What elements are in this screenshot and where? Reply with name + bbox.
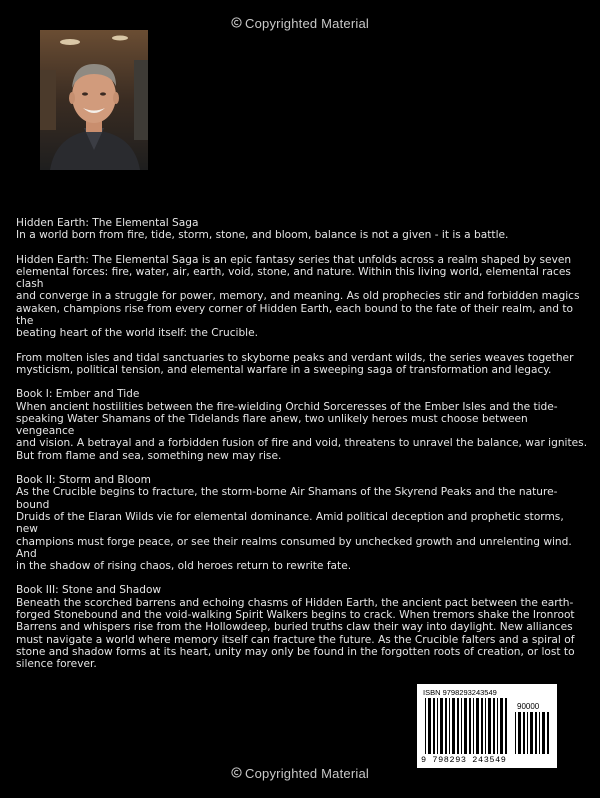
barcode-bar bbox=[433, 698, 435, 754]
barcode-bar bbox=[445, 698, 447, 754]
book-1-line: But from flame and sea, something new may rise. bbox=[16, 449, 282, 462]
barcode-bar bbox=[425, 698, 426, 754]
book-1-line: speaking Water Shamans of the Tidelands flare anew, two unlikely heroes must choose between vengeance bbox=[16, 412, 528, 438]
book-1-line: and vision. A betrayal and a forbidden fusion of fire and void, threatens to unravel the balance, war ignites. bbox=[16, 437, 588, 450]
book-3-line: stone and shadow forms at its heart, unity may only be found in the forgotten roots of creation, or lost to bbox=[16, 645, 575, 658]
series-title: Hidden Earth: The Elemental Saga bbox=[16, 217, 199, 229]
summary-line: mysticism, political tension, and elemental warfare in a sweeping saga of transformation and legacy. bbox=[16, 363, 552, 376]
barcode-bar bbox=[488, 698, 491, 754]
barcode-bar bbox=[437, 698, 438, 754]
intro-line: Hidden Earth: The Elemental Saga is an epic fantasy series that unfolds across a realm shaped by seven bbox=[16, 253, 572, 266]
isbn-barcode bbox=[417, 684, 557, 768]
barcode-bar bbox=[473, 698, 474, 754]
barcode-bar bbox=[428, 698, 431, 754]
book-3-line: Barrens and whispers rise from the Hollowdeep, buried truths claw their way into daylight. New alliances bbox=[16, 621, 573, 634]
barcode-bar bbox=[485, 698, 486, 754]
barcode-digits: 9 798293 243549 bbox=[421, 755, 507, 765]
book-1-section bbox=[16, 388, 588, 462]
copyright-icon bbox=[231, 16, 242, 31]
intro-line: and converge in a struggle for power, memory, and meaning. As old prophecies stir and forbidden magics bbox=[16, 290, 580, 303]
book-2-title: Book II: Storm and Bloom bbox=[16, 474, 151, 487]
barcode-bar bbox=[547, 712, 549, 754]
barcode-bar bbox=[542, 712, 545, 754]
book-2-line: As the Crucible begins to fracture, the storm-borne Air Shamans of the Skyrend Peaks and the nature-bound bbox=[16, 486, 558, 511]
book-3-line: Beneath the scorched barrens and echoing chasms of Hidden Earth, the ancient pact between the earth- bbox=[16, 596, 574, 609]
book-3-section bbox=[16, 584, 588, 670]
barcode-bar bbox=[464, 698, 467, 754]
intro-line: beating heart of the world itself: the Crucible. bbox=[16, 327, 259, 340]
barcode-bar bbox=[527, 712, 528, 754]
book-1-title: Book I: Ember and Tide bbox=[16, 388, 140, 401]
barcode-bar bbox=[476, 698, 479, 754]
barcode-bar bbox=[523, 712, 525, 754]
book-2-line: Druids of the Elaran Wilds vie for elemental dominance. Amid political deception and prophetic storms, new bbox=[16, 510, 564, 536]
book-3-line: silence forever. bbox=[16, 658, 97, 671]
barcode-bar bbox=[518, 712, 521, 754]
watermark-top bbox=[0, 16, 600, 31]
book-2-line: in the shadow of rising chaos, old heroes return to rewrite fate. bbox=[16, 560, 352, 573]
barcode-bar bbox=[469, 698, 471, 754]
barcode-bar bbox=[493, 698, 495, 754]
barcode-bars-addon bbox=[515, 712, 549, 754]
barcode-bar bbox=[457, 698, 459, 754]
watermark-text: Copyrighted Material bbox=[245, 766, 369, 781]
barcode-bar bbox=[452, 698, 455, 754]
summary-line: From molten isles and tidal sanctuaries to skyborne peaks and verdant wilds, the series weaves together bbox=[16, 351, 574, 364]
barcode-bars-main bbox=[425, 698, 509, 754]
book-3-line: must navigate a world where memory itself can fracture the future. As the Crucible falters and a spiral of bbox=[16, 633, 575, 646]
barcode-bar bbox=[530, 712, 533, 754]
barcode-bar bbox=[535, 712, 537, 754]
barcode-bar bbox=[500, 698, 503, 754]
book-2-line: champions must forge peace, or see their realms consumed by unchecked growth and unrelenting wind. And bbox=[16, 535, 572, 560]
series-tagline: In a world born from fire, tide, storm, stone, and bloom, balance is not a given - it is a battle. bbox=[16, 229, 509, 242]
barcode-bar bbox=[481, 698, 483, 754]
book-2-section bbox=[16, 474, 588, 572]
isbn-label: ISBN 9798293243549 bbox=[423, 688, 497, 697]
barcode-bar bbox=[505, 698, 507, 754]
author-photo bbox=[40, 30, 148, 170]
watermark-bottom bbox=[0, 766, 600, 781]
series-summary bbox=[16, 352, 588, 377]
barcode-bar bbox=[440, 698, 443, 754]
series-intro bbox=[16, 254, 588, 340]
watermark-text: Copyrighted Material bbox=[245, 16, 369, 31]
back-cover-text bbox=[16, 217, 588, 683]
series-header bbox=[16, 217, 588, 242]
intro-line: awaken, champions rise from every corner of Hidden Earth, each bound to the fate of their realm, and to the bbox=[16, 302, 573, 328]
book-3-title: Book III: Stone and Shadow bbox=[16, 584, 162, 597]
barcode-bar bbox=[497, 698, 498, 754]
barcode-bar bbox=[515, 712, 516, 754]
book-3-line: forged Stonebound and the void-walking Spirit Walkers begins to crack. When tremors shake the Ironroot bbox=[16, 609, 575, 622]
barcode-bar bbox=[539, 712, 540, 754]
copyright-icon bbox=[231, 766, 242, 781]
intro-line: elemental forces: fire, water, air, earth, void, stone, and nature. Within this living world, elemental races clash bbox=[16, 265, 571, 291]
book-1-line: When ancient hostilities between the fire-wielding Orchid Sorceresses of the Ember Isles and the tide- bbox=[16, 400, 558, 413]
barcode-bar bbox=[461, 698, 462, 754]
price-code: 90000 bbox=[517, 702, 540, 711]
barcode-bar bbox=[449, 698, 450, 754]
